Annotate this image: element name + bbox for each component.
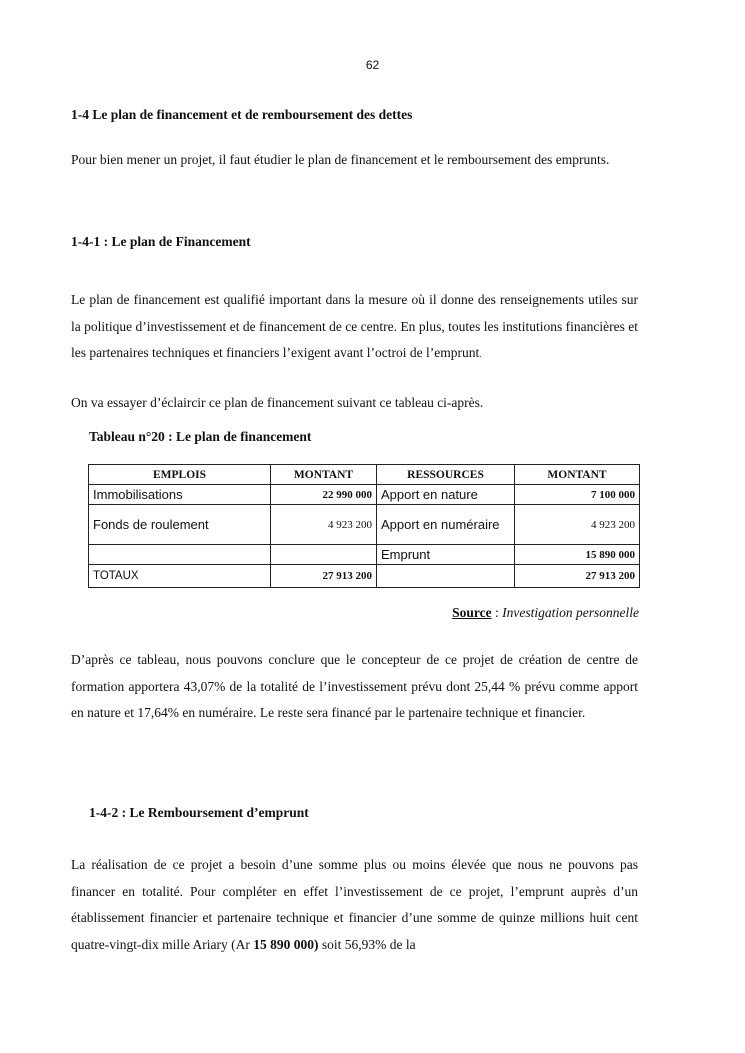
header-montant-2: MONTANT [515, 465, 640, 485]
cell-montant-2: 4 923 200 [515, 505, 640, 545]
source-separator: : [491, 605, 503, 620]
header-emplois: EMPLOIS [89, 465, 271, 485]
cell-montant-2: 27 913 200 [515, 565, 640, 588]
table-row [89, 485, 640, 505]
cell-ressource: Apport en numéraire [377, 505, 515, 545]
cell-montant-2: 15 890 000 [515, 545, 640, 565]
cell-ressource: Apport en nature [377, 485, 515, 505]
financing-plan-text: Le plan de financement est qualifié important dans la mesure où il donne des renseignements utiles sur la politique d’investissement et de financement de ce centre. En plus, toutes les institutions financières et les partenaires techniques et financiers l’exigent avant l’octroi de l’emprunt [71, 292, 638, 360]
repayment-text-end: soit 56,93% de la [318, 936, 416, 952]
cell-ressource [377, 565, 515, 588]
table-source [452, 605, 639, 621]
table-row [89, 505, 640, 545]
intro-paragraph: Pour bien mener un projet, il faut étudier le plan de financement et le remboursement des emprunts. [71, 152, 610, 167]
source-label: Source [452, 605, 492, 620]
table-header-row [89, 465, 640, 485]
cell-montant-1 [271, 545, 377, 565]
repayment-amount: 15 890 000) [253, 936, 319, 952]
financing-plan-dot: . [479, 349, 482, 359]
cell-emploi [89, 545, 271, 565]
cell-emploi: Fonds de roulement [89, 505, 271, 545]
cell-ressource: Emprunt [377, 545, 515, 565]
header-ressources: RESSOURCES [377, 465, 515, 485]
cell-emploi: Immobilisations [89, 485, 271, 505]
section-title-1-4-1: 1-4-1 : Le plan de Financement [71, 234, 251, 249]
table-intro-sentence: On va essayer d’éclaircir ce plan de financement suivant ce tableau ci-après. [71, 395, 484, 410]
cell-montant-2: 7 100 000 [515, 485, 640, 505]
section-title-1-4-2: 1-4-2 : Le Remboursement d’emprunt [89, 805, 309, 820]
repayment-text: La réalisation de ce projet a besoin d’une somme plus ou moins élevée que nous ne pouvons pas financer en totalité. Pour compléter en effet l’investissement de ce projet, l’emprunt auprès d’un établissement financier et partenaire technique et financier d’une somme de quinze millions huit cent quatre-vingt-dix mille Ariary (Ar [71, 857, 638, 952]
analysis-paragraph: D’après ce tableau, nous pouvons conclure que le concepteur de ce projet de création de centre de formation apportera 43,07% de la totalité de l’investissement prévu dont 25,44 % prévu comme apport en nature et 17,64% en numéraire. Le reste sera financé par le partenaire technique et financier. [71, 652, 638, 720]
table-row-totals [89, 565, 640, 588]
cell-montant-1: 22 990 000 [271, 485, 377, 505]
page-number: 62 [365, 58, 380, 72]
cell-montant-1: 4 923 200 [271, 505, 377, 545]
cell-emploi: TOTAUX [89, 565, 271, 588]
header-montant-1: MONTANT [271, 465, 377, 485]
section-title-1-4: 1-4 Le plan de financement et de remboursement des dettes [71, 107, 413, 122]
table-row [89, 545, 640, 565]
financing-plan-paragraph [71, 287, 638, 368]
financing-table [88, 464, 640, 588]
repayment-paragraph [71, 852, 638, 958]
cell-montant-1: 27 913 200 [271, 565, 377, 588]
table-caption: Tableau n°20 : Le plan de financement [89, 429, 312, 444]
source-text: Investigation personnelle [502, 605, 639, 620]
